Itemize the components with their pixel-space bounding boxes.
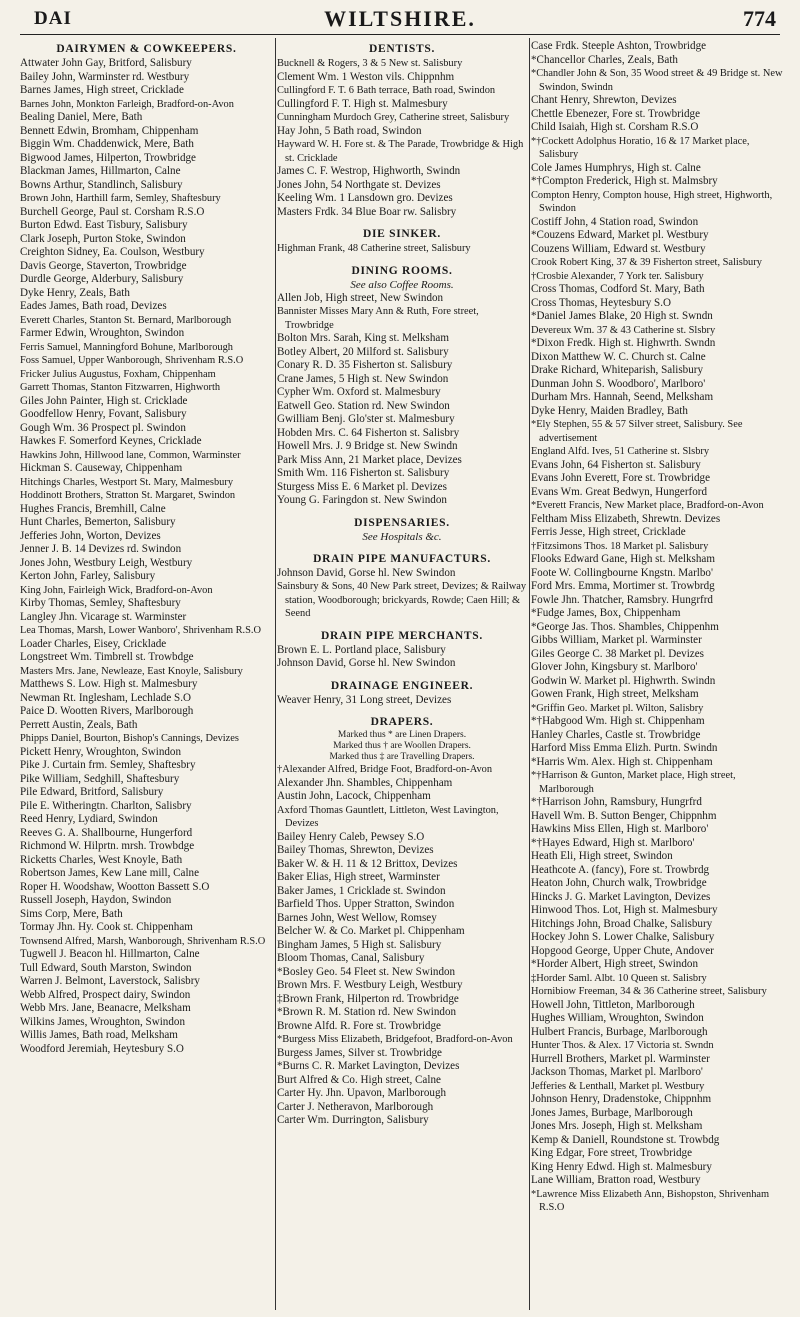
directory-entry: Everett Charles, Stanton St. Bernard, Marlborough [20,314,232,326]
directory-entry: Loader Charles, Eisey, Cricklade [20,637,167,650]
directory-entry: Devereux Wm. 37 & 43 Catherine st. Slsbry [531,324,716,336]
directory-entry: Browne Alfd. R. Fore st. Trowbridge [277,1019,441,1032]
directory-entry: Evans John, 64 Fisherton st. Salisbury [531,458,701,471]
directory-entry: Bennett Edwin, Bromham, Chippenham [20,124,199,137]
category-block [277,256,527,508]
directory-entry: Heathcote A. (fancy), Fore st. Trowbrdg [531,863,710,876]
directory-entry: Johnson David, Gorse hl. New Swindon [277,657,456,669]
directory-entry: Garrett Thomas, Stanton Fitzwarren, Highworth [20,382,221,393]
directory-entry: Davis George, Staverton, Trowbridge [20,259,187,272]
directory-entry: Cunningham Murdoch Grey, Catherine street, Salisbury [277,112,510,123]
directory-entry: *†Harrison & Gunton, Market place, High street, Marlborough [531,770,736,795]
directory-entry: Belcher W. & Co. Market pl. Chippenham [277,925,465,937]
directory-entry: *†Hayes Edward, High st. Marlboro' [531,836,695,849]
directory-entry: Feltham Miss Elizabeth, Shrewtn. Devizes [531,512,721,525]
directory-entry: Costiff John, 4 Station road, Swindon [531,215,699,228]
directory-entry: Burton Edwd. East Tisbury, Salisbury [20,219,188,231]
directory-entry: *Griffin Geo. Market pl. Wilton, Salisbry [531,702,704,714]
directory-entry: *†Habgood Wm. High st. Chippenham [531,715,705,727]
directory-entry: Tull Edward, South Marston, Swindon [20,961,192,974]
category-block [531,40,784,1215]
directory-entry: *Ely Stephen, 55 & 57 Silver street, Salisbury. See advertisement [531,419,743,444]
directory-entry: Hopgood George, Upper Chute, Andover [531,944,714,957]
directory-entry: †Crosbie Alexander, 7 York ter. Salisbury [531,270,704,282]
directory-entry: Dunman John S. Woodboro', Marlboro' [531,377,706,390]
directory-entry: Hockey John S. Lower Chalke, Salisbury [531,931,715,943]
column-3 [531,40,784,1310]
directory-entry: Hobden Mrs. C. 64 Fisherton st. Salisbry [277,426,460,439]
category-heading: DRAPERS. [370,716,434,728]
directory-entry: Perrett Austin, Zeals, Bath [20,718,138,731]
directory-entry: Couzens William, Edward st. Westbury [531,242,706,255]
column-2 [277,40,527,1310]
directory-entry: *Burns C. R. Market Lavington, Devizes [277,1060,460,1072]
directory-entry: Jones John, Westbury Leigh, Westbury [20,556,193,569]
directory-entry: Bingham James, 5 High st. Salisbury [277,938,442,951]
directory-entry: King Henry Edwd. High st. Malmesbury [531,1160,712,1173]
directory-entry: *Harris Wm. Alex. High st. Chippenham [531,755,713,768]
directory-entry: *Everett Francis, New Market place, Bradford-on-Avon [531,500,764,511]
directory-entry: Brown Mrs. F. Westbury Leigh, Westbury [277,979,463,991]
directory-entry: Hughes Francis, Bremhill, Calne [20,502,166,515]
directory-entry: Jones Mrs. Joseph, High st. Melksham [531,1120,703,1132]
directory-entry: Barfield Thos. Upper Stratton, Swindon [277,898,455,910]
directory-entry: Pickett Henry, Wroughton, Swindon [20,745,182,758]
directory-entry: Sims Corp, Mere, Bath [20,907,123,920]
category-block [277,671,527,708]
directory-entry: Foss Samuel, Upper Wanborough, Shrivenham R.S.O [20,355,244,366]
directory-entry: Jefferies John, Worton, Devizes [20,529,161,542]
directory-entry: Sainsbury & Sons, 40 New Park street, Devizes; & Railway station, Woodborough; brickyards, Rowde; Caen Hill; & Seend [277,581,527,619]
directory-entry: Harford Miss Emma Elizh. Purtn. Swindn [531,742,718,754]
directory-entry: Hornibiow Freeman, 34 & 36 Catherine street, Salisbury [531,986,767,997]
directory-entry: Johnson David, Gorse hl. New Swindon [277,566,456,579]
page-number: 774 [743,6,776,31]
directory-entry: Hickman S. Causeway, Chippenham [20,462,183,474]
directory-entry: England Alfd. Ives, 51 Catherine st. Slsbry [531,446,710,457]
directory-entry: Clement Wm. 1 Weston vils. Chippnhm [277,70,455,83]
directory-entry: Hoddinott Brothers, Stratton St. Margaret, Swindon [20,490,236,501]
directory-entry: Bannister Misses Mary Ann & Ruth, Fore street, Trowbridge [277,306,479,331]
directory-entry: Keeling Wm. 1 Lansdown gro. Devizes [277,192,453,204]
header-rule [20,34,780,35]
directory-entry: Crane James, 5 High st. New Swindon [277,372,449,385]
directory-entry: Clark Joseph, Purton Stoke, Swindon [20,232,186,245]
directory-entry: Attwater John Gay, Britford, Salisbury [20,57,192,69]
section-heading: DAI [34,8,72,29]
directory-entry: Ferris Samuel, Manningford Bohune, Marlborough [20,341,233,353]
directory-entry: Giles John Painter, High st. Cricklade [20,394,188,407]
directory-entry: Cole James Humphrys, High st. Calne [531,161,701,174]
directory-entry: Bolton Mrs. Sarah, King st. Melksham [277,332,449,344]
directory-entry: *Couzens Edward, Market pl. Westbury [531,229,709,241]
directory-entry: Bucknell & Rogers, 3 & 5 New st. Salisbury [277,58,463,69]
category-block [277,43,527,219]
directory-entry: Hawkes F. Somerford Keynes, Cricklade [20,435,202,447]
category-heading: DRAIN PIPE MANUFACTURS. [313,552,491,565]
directory-entry: Carter Hy. Jhn. Upavon, Marlborough [277,1087,447,1099]
directory-entry: Giles George C. 38 Market pl. Devizes [531,647,704,660]
directory-entry: Reed Henry, Lydiard, Swindon [20,813,158,825]
directory-entry: Hitchings John, Broad Chalke, Salisbury [531,917,713,930]
directory-entry: Cullingford F. T. High st. Malmesbury [277,97,448,110]
directory-entry: Bailey Thomas, Shrewton, Devizes [277,844,434,856]
directory-entry: Hanley Charles, Castle st. Trowbridge [531,728,701,741]
directory-entry: *†Compton Frederick, High st. Malmsbry [531,175,718,187]
directory-entry: *Daniel James Blake, 20 High st. Swndn [531,310,713,322]
block-spacer [277,621,527,627]
directory-entry: Bowns Arthur, Standlinch, Salisbury [20,178,183,191]
directory-entry: Baker Elias, High street, Warminster [277,871,440,883]
directory-entry: ‡Brown Frank, Hilperton rd. Trowbridge [277,992,459,1005]
directory-entry: Johnson Henry, Dradenstoke, Chippnhm [531,1093,712,1105]
directory-entry: Jones John, 54 Northgate st. Devizes [277,178,441,191]
directory-entry: Ricketts Charles, West Knoyle, Bath [20,853,183,866]
directory-entry: *†Harrison John, Ramsbury, Hungrfrd [531,796,702,808]
directory-entry: Evans Wm. Great Bedwyn, Hungerford [531,485,708,498]
directory-entry: Heaton John, Church walk, Trowbridge [531,877,707,889]
directory-entry: Allen Job, High street, New Swindon [277,291,444,304]
directory-entry: ‡Horder Saml. Albt. 10 Queen st. Salisbry [531,972,707,984]
directory-entry: Conary R. D. 35 Fisherton st. Salisbury [277,359,453,371]
directory-entry: Lea Thomas, Marsh, Lower Wanboro', Shrivenham R.S.O [20,625,262,636]
directory-entry: King John, Fairleigh Wick, Bradford-on-Avon [20,584,213,596]
category-heading: DINING ROOMS. [351,264,453,277]
directory-entry: Creighton Sidney, Ea. Coulson, Westbury [20,246,205,258]
directory-entry: Warren J. Belmont, Laverstock, Salisbry [20,975,200,987]
directory-entry: Hunt Charles, Bemerton, Salisbury [20,516,176,528]
directory-entry: Matthews S. Low. High st. Malmesbury [20,678,198,690]
directory-entry: Hay John, 5 Bath road, Swindon [277,124,422,137]
directory-entry: Compton Henry, Compton house, High street, Highworth, Swindon [531,189,773,214]
block-spacer [277,508,527,514]
category-block [277,707,527,1128]
directory-entry: Barnes James, High street, Cricklade [20,84,184,96]
cross-reference: See Hospitals &c. [362,530,442,543]
directory-entry: Tormay Jhn. Hy. Cook st. Chippenham [20,921,193,933]
directory-entry: Kirby Thomas, Semley, Shaftesbury [20,597,181,609]
directory-entry: Baker W. & H. 11 & 12 Brittox, Devizes [277,857,458,870]
directory-entry: Ford Mrs. Emma, Mortimer st. Trowbrdg [531,580,715,592]
column-divider [275,38,276,1310]
directory-entry: Eades James, Bath road, Devizes [20,300,167,312]
block-spacer [277,219,527,225]
directory-entry: Evans John Everett, Fore st. Trowbridge [531,472,711,484]
directory-entry: Glover John, Kingsbury st. Marlboro' [531,661,698,673]
directory-entry: Paice D. Wootten Rivers, Marlborough [20,705,194,717]
category-heading: DISPENSARIES. [354,516,450,529]
directory-entry: Cross Thomas, Heytesbury S.O [531,296,672,309]
directory-entry: Pike William, Sedghill, Shaftesbury [20,772,180,785]
directory-entry: Barnes John, Monkton Farleigh, Bradford-on-Avon [20,98,234,110]
directory-entry: Gowen Frank, High street, Melksham [531,688,699,700]
directory-entry: Hincks J. G. Market Lavington, Devizes [531,890,711,903]
category-block [277,544,527,621]
directory-entry: Kemp & Daniell, Roundstone st. Trowbdg [531,1133,720,1146]
legend-note: Marked thus * are Linen Drapers. [337,730,467,740]
directory-entry: Langley Jhn. Vicarage st. Warminster [20,610,187,623]
directory-entry: Cypher Wm. Oxford st. Malmesbury [277,386,441,398]
directory-entry: Wilkins James, Wroughton, Swindon [20,1015,185,1028]
category-block [20,43,273,1056]
column-1 [20,40,273,1310]
directory-entry: Foote W. Collingbourne Kngstn. Marlbo' [531,566,713,579]
directory-entry: Blackman James, Hillmarton, Calne [20,165,181,177]
directory-entry: Fricker Julius Augustus, Foxham, Chippenham [20,368,216,380]
directory-entry: *Lawrence Miss Elizabeth Ann, Bishopston, Shrivenham R.S.O [531,1188,770,1213]
directory-entry: Kerton John, Farley, Salisbury [20,570,156,582]
directory-entry: Eatwell Geo. Station rd. New Swindon [277,399,450,412]
directory-entry: Godwin W. Market pl. Highwrth. Swindn [531,674,716,687]
directory-entry: Hughes William, Wroughton, Swindon [531,1012,704,1024]
directory-entry: *Brown R. M. Station rd. New Swindon [277,1006,457,1018]
directory-entry: Bailey John, Warminster rd. Westbury [20,70,190,83]
block-spacer [277,544,527,550]
directory-entry: Austin John, Lacock, Chippenham [277,790,431,802]
directory-entry: Jones James, Burbage, Marlborough [531,1106,693,1119]
directory-entry: Howell John, Tittleton, Marlborough [531,998,695,1011]
directory-entry: Robertson James, Kew Lane mill, Calne [20,867,200,879]
directory-entry: Carter Wm. Durrington, Salisbury [277,1114,429,1126]
directory-entry: Gough Wm. 36 Prospect pl. Swindon [20,421,186,434]
directory-entry: †Fitzsimons Thos. 18 Market pl. Salisbury [531,540,709,552]
category-heading: DRAIN PIPE MERCHANTS. [321,629,483,642]
block-spacer [277,256,527,262]
directory-entry: Hayward W. H. Fore st. & The Parade, Trowbridge & High st. Cricklade [277,139,524,164]
directory-entry: Pile Edward, Britford, Salisbury [20,786,164,798]
directory-entry: Hurrell Brothers, Market pl. Warminster [531,1052,710,1065]
directory-entry: Ferris Jesse, High street, Cricklade [531,526,686,538]
directory-entry: *Horder Albert, High street, Swindon [531,958,698,970]
directory-entry: Young G. Faringdon st. New Swindon [277,494,447,506]
directory-entry: Chant Henry, Shrewton, Devizes [531,94,677,106]
directory-entry: Farmer Edwin, Wroughton, Swindon [20,327,185,339]
directory-entry: Newman Rt. Inglesham, Lechlade S.O [20,691,191,704]
directory-entry: Heath Eli, High street, Swindon [531,850,673,862]
directory-entry: James C. F. Westrop, Highworth, Swindn [277,165,461,177]
directory-entry: Pile E. Witheringtn. Charlton, Salisbry [20,799,192,812]
directory-entry: Masters Frdk. 34 Blue Boar rw. Salisbry [277,205,457,218]
directory-entry: Cross Thomas, Codford St. Mary, Bath [531,283,705,295]
category-heading: DENTISTS. [368,43,436,55]
directory-entry: Drake Richard, Whiteparish, Salisbury [531,364,704,376]
directory-entry: Gibbs William, Market pl. Warminster [531,634,702,646]
directory-entry: Hawkins John, Hillwood lane, Common, Warminster [20,449,241,461]
directory-entry: Jefferies & Lenthall, Market pl. Westbury [531,1080,705,1092]
directory-entry: Dyke Henry, Zeals, Bath [20,286,130,299]
category-block [277,508,527,544]
directory-entry: Burgess James, Silver st. Trowbridge [277,1046,442,1059]
directory-entry: Smith Wm. 116 Fisherton st. Salisbury [277,467,450,479]
block-spacer [277,671,527,677]
directory-entry: *Fudge James, Box, Chippenham [531,607,681,619]
directory-entry: Webb Alfred, Prospect dairy, Swindon [20,988,191,1001]
directory-entry: Longstreet Wm. Timbrell st. Trowbdge [20,651,194,663]
directory-entry: Richmond W. Hilprtn. mrsh. Trowbdge [20,840,195,852]
directory-entry: Bigwood James, Hilperton, Trowbridge [20,151,196,164]
directory-entry: Woodford Jeremiah, Heytesbury S.O [20,1042,184,1055]
directory-entry: *Chancellor Charles, Zeals, Bath [531,53,678,66]
directory-entry: Jenner J. B. 14 Devizes rd. Swindon [20,543,182,555]
directory-entry: Townsend Alfred, Marsh, Wanborough, Shrivenham R.S.O [20,935,266,947]
directory-entry: Bailey Henry Caleb, Pewsey S.O [277,830,425,843]
directory-entry: Brown John, Harthill farm, Semley, Shaftesbury [20,193,221,204]
directory-entry: Hulbert Francis, Burbage, Marlborough [531,1025,708,1038]
directory-entry: Bloom Thomas, Canal, Salisbury [277,952,425,964]
directory-entry: Havell Wm. B. Sutton Benger, Chippnhm [531,809,717,822]
category-block [277,219,527,256]
directory-entry: *†Cockett Adolphus Horatio, 16 & 17 Market place, Salisbury [531,135,750,160]
directory-entry: *George Jas. Thos. Shambles, Chippenhm [531,620,719,633]
block-spacer [277,707,527,713]
directory-entry: Baker James, 1 Cricklade st. Swindon [277,884,446,897]
directory-entry: Russell Joseph, Haydon, Swindon [20,894,172,906]
county-title: WILTSHIRE. [324,6,476,31]
directory-entry: Fowle Jhn. Thatcher, Ramsbry. Hungrfrd [531,593,713,606]
directory-entry: Phipps Daniel, Bourton, Bishop's Cannings, Devizes [20,733,239,744]
directory-entry: Brown E. L. Portland place, Salisbury [277,643,446,656]
directory-entry: Case Frdk. Steeple Ashton, Trowbridge [531,40,707,52]
cross-reference: See also Coffee Rooms. [350,278,454,291]
category-heading: DIE SINKER. [363,228,441,240]
directory-entry: Dixon Matthew W. C. Church st. Calne [531,350,706,363]
directory-entry: Hitchings Charles, Westport St. Mary, Malmesbury [20,476,234,488]
directory-entry: King Edgar, Fore street, Trowbridge [531,1147,693,1159]
directory-entry: Child Isaiah, High st. Corsham R.S.O [531,121,699,133]
directory-entry: Burt Alfred & Co. High street, Calne [277,1073,441,1086]
directory-entry: Flooks Edward Gane, High st. Melksham [531,553,715,565]
directory-entry: Gwilliam Benj. Glo'ster st. Malmesbury [277,413,455,425]
directory-entry: Barnes John, West Wellow, Romsey [277,911,437,924]
directory-entry: Sturgess Miss E. 6 Market pl. Devizes [277,480,447,493]
directory-entry: *Bosley Geo. 54 Fleet st. New Swindon [277,965,456,978]
category-heading: DAIRYMEN & COWKEEPERS. [56,43,237,55]
directory-entry: Goodfellow Henry, Fovant, Salisbury [20,408,187,420]
directory-entry: *Dixon Fredk. High st. Highwrth. Swndn [531,337,716,349]
directory-entry: Jackson Thomas, Market pl. Marlboro' [531,1066,703,1078]
category-block [277,621,527,671]
directory-entry: Park Miss Ann, 21 Market place, Devizes [277,453,462,466]
directory-entry: Masters Mrs. Jane, Newleaze, East Knoyle, Salisbury [20,665,243,677]
directory-entry: Biggin Wm. Chaddenwick, Mere, Bath [20,138,194,150]
directory-entry: Weaver Henry, 31 Long street, Devizes [277,693,452,706]
directory-entry: Pike J. Curtain frm. Semley, Shaftesbry [20,759,196,771]
directory-entry: Durdle George, Alderbury, Salisbury [20,273,184,285]
directory-entry: Durham Mrs. Hannah, Seend, Melksham [531,391,714,403]
directory-entry: †Alexander Alfred, Bridge Foot, Bradford-on-Avon [277,764,493,775]
directory-entry: Bealing Daniel, Mere, Bath [20,111,143,123]
column-divider [529,38,530,1310]
directory-entry: Willis James, Bath road, Melksham [20,1029,178,1041]
directory-entry: Reeves G. A. Shallbourne, Hungerford [20,826,193,839]
directory-entry: Webb Mrs. Jane, Beanacre, Melksham [20,1002,191,1014]
directory-entry: Hinwood Thos. Lot, High st. Malmesbury [531,904,718,916]
directory-entry: Hawkins Miss Ellen, High st. Marlboro' [531,823,709,835]
directory-entry: Lane William, Bratton road, Westbury [531,1174,701,1186]
directory-entry: Howell Mrs. J. 9 Bridge st. New Swindn [277,440,458,452]
legend-note: Marked thus ‡ are Travelling Drapers. [329,752,475,762]
directory-entry: Burchell George, Paul st. Corsham R.S.O [20,205,205,218]
directory-entry: Highman Frank, 48 Catherine street, Salisbury [277,243,471,254]
directory-entry: Dyke Henry, Maiden Bradley, Bath [531,404,688,417]
directory-entry: Cullingford F. T. 6 Bath terrace, Bath road, Swindon [277,85,496,96]
directory-entry: Hunter Thos. & Alex. 17 Victoria st. Swndn [531,1040,714,1051]
directory-entry: Tugwell J. Beacon hl. Hillmarton, Calne [20,948,200,960]
category-heading: DRAINAGE ENGINEER. [330,679,474,692]
directory-entry: Chettle Ebenezer, Fore st. Trowbridge [531,107,701,120]
directory-entry: *Burgess Miss Elizabeth, Bridgefoot, Bradford-on-Avon [277,1034,513,1045]
directory-entry: Crook Robert King, 37 & 39 Fisherton street, Salisbury [531,257,762,268]
directory-entry: *Chandler John & Son, 35 Wood street & 49 Bridge st. New Swindon, Swindn [531,68,783,93]
legend-note: Marked thus † are Woollen Drapers. [333,741,471,751]
directory-entry: Botley Albert, 20 Milford st. Salisbury [277,345,449,358]
directory-entry: Carter J. Netheravon, Marlborough [277,1100,434,1113]
directory-entry: Axford Thomas Gauntlett, Littleton, West Lavington, Devizes [277,804,499,829]
directory-entry: Roper H. Woodshaw, Wootton Bassett S.O [20,880,210,893]
directory-entry: Alexander Jhn. Shambles, Chippenham [277,776,453,789]
